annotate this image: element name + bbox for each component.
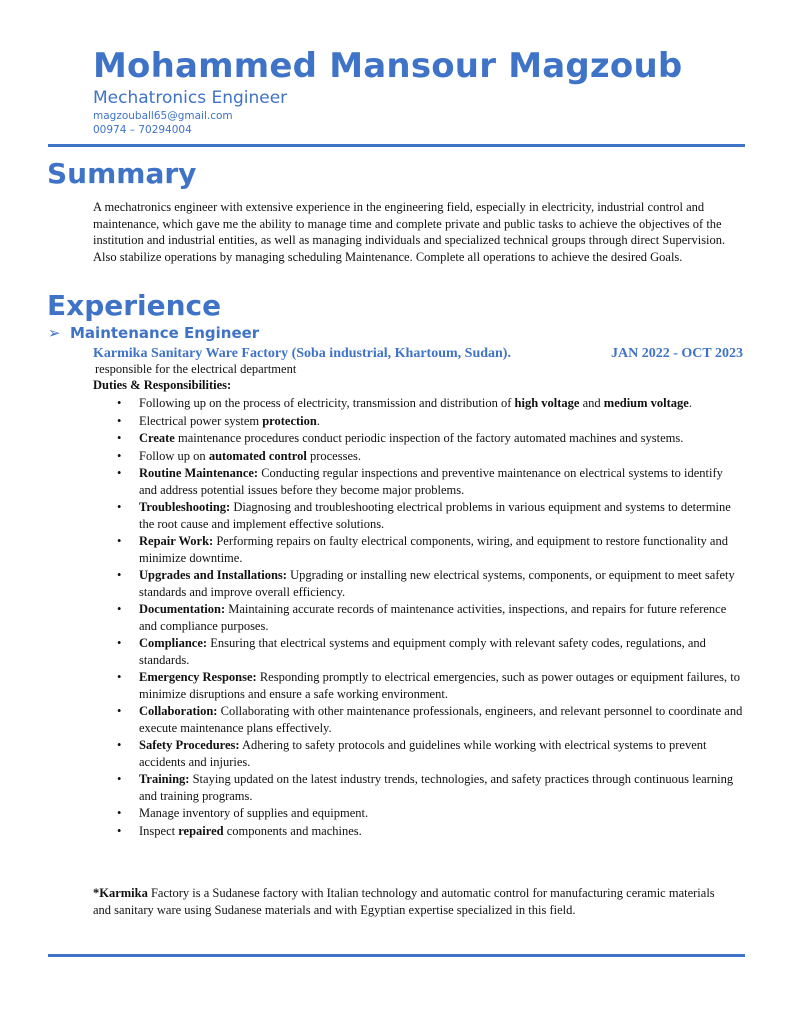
duty-item-post: Maintaining accurate records of maintenance activities, inspections, and repairs for future reference and compliance purposes. [139, 602, 727, 633]
duty-item [93, 601, 743, 634]
duty-item-bold: Collaboration: [139, 704, 218, 718]
arrow-bullet-icon: ➢ [48, 324, 61, 342]
department-line: responsible for the electrical department [95, 362, 297, 376]
duty-item-post: Performing repairs on faulty electrical components, wiring, and equipment to restore functionality and minimize downtime. [139, 534, 728, 565]
duty-item-bold: repaired [178, 823, 224, 838]
experience-heading: Experience [47, 289, 222, 322]
duty-item [93, 430, 743, 447]
duty-item-bold: Emergency Response: [139, 670, 257, 684]
duty-item-post: Collaborating with other maintenance professionals, engineers, and relevant personnel to coordinate and execute maintenance plans effectively. [139, 704, 743, 735]
footer-divider [48, 954, 745, 957]
duties-heading: Duties & Responsibilities: [93, 378, 232, 392]
duty-item-pre: Manage inventory of supplies and equipment. [139, 806, 369, 820]
duty-item-pre: Inspect [139, 823, 179, 838]
duty-item-bold: Compliance: [139, 636, 208, 650]
duty-item-bold: Routine Maintenance: [139, 466, 259, 480]
duty-item-pre: Follow up on [139, 448, 209, 463]
company-note-bold: *Karmika [93, 886, 148, 900]
job-role: Mechatronics Engineer [93, 88, 288, 108]
duty-item-post: . [316, 413, 320, 428]
duty-item [93, 635, 743, 668]
duty-item-post: processes. [306, 448, 361, 463]
duty-item-post: Diagnosing and troubleshooting electrical problems in various equipment and systems to determine the root cause and implement effective solutions. [139, 500, 731, 531]
duty-item-bold: Troubleshooting: [139, 500, 231, 514]
duty-item-post: maintenance procedures conduct periodic inspection of the factory automated machines and systems. [174, 431, 684, 445]
company-note [93, 885, 733, 918]
header-divider [48, 144, 745, 147]
duty-item-post: Adhering to safety protocols and guidelines while working with electrical systems to prevent accidents and injuries. [139, 738, 707, 769]
duty-item-bold: protection [262, 413, 317, 428]
duty-item-post: components and machines. [223, 823, 362, 838]
duty-item-post: Upgrading or installing new electrical systems, components, or equipment to meet safety standards and improve overall efficiency. [139, 568, 735, 599]
summary-text: A mechatronics engineer with extensive experience in the engineering field, especially in electricity, industrial control and maintenance, which gave me the ability to manage time and complete private and public tasks to achieve the objectives of the institution and industrial entities, as well as managing individuals and specialized technical groups through direct Supervision. Also stabilize operations by managing scheduling Maintenance. Complete all operations to achieve the desired Goals. [93, 200, 726, 264]
duty-item-post: Conducting regular inspections and preventive maintenance on electrical systems to identify and address potential issues before they become major problems. [139, 466, 723, 497]
summary-heading: Summary [47, 157, 197, 190]
job-title [48, 324, 259, 342]
duty-item [93, 823, 743, 840]
duty-item-pre: Electrical power system [139, 413, 263, 428]
duty-item [93, 805, 743, 822]
duty-item [93, 567, 743, 600]
duty-item [93, 465, 743, 498]
employment-dates: JAN 2022 - OCT 2023 [611, 346, 743, 361]
duty-item [93, 703, 743, 736]
duty-item-mid: and [579, 396, 604, 410]
duty-item-bold: Safety Procedures: [139, 738, 240, 752]
duty-item [93, 533, 743, 566]
duty-item-post: . [688, 396, 692, 410]
duty-item [93, 669, 743, 702]
duties-list [93, 395, 743, 840]
duty-item-post: Staying updated on the latest industry trends, technologies, and safety practices through continuous learning and training programs. [139, 772, 734, 803]
duty-item-bold: Training: [139, 772, 190, 786]
email-address[interactable]: magzouball65@gmail.com [93, 110, 233, 122]
phone-number: 00974 – 70294004 [93, 124, 192, 136]
duty-item [93, 771, 743, 804]
duty-item-bold: Create [139, 431, 175, 445]
duty-item-bold: Upgrades and Installations: [139, 568, 287, 582]
candidate-name: Mohammed Mansour Magzoub [93, 46, 683, 86]
duty-item [93, 737, 743, 770]
duty-item-bold: automated control [208, 448, 307, 463]
duty-item-bold: Documentation: [139, 602, 226, 616]
duty-item-post: Responding promptly to electrical emergencies, such as power outages or equipment failures, to minimize disruptions and ensure a safe working environment. [139, 670, 741, 701]
duty-item-post: Ensuring that electrical systems and equipment comply with relevant safety codes, regulations, and standards. [139, 636, 706, 667]
duty-item-bold: high voltage [514, 396, 580, 410]
duty-item [93, 413, 743, 430]
duty-item-pre: Following up on the process of electricity, transmission and distribution of [139, 396, 515, 410]
company-note-text: Factory is a Sudanese factory with Italian technology and automatic control for manufacturing ceramic materials and sanitary ware using Sudanese materials and with Egyptian expertise specialized in this field. [93, 886, 715, 917]
company-name: Karmika Sanitary Ware Factory (Soba industrial, Khartoum, Sudan). [93, 346, 511, 361]
duty-item [93, 448, 743, 465]
duty-item [93, 395, 743, 412]
job-title-label: Maintenance Engineer [70, 324, 260, 342]
duty-item-bold2: medium voltage [603, 396, 689, 410]
duty-item-bold: Repair Work: [139, 534, 214, 548]
duty-item [93, 499, 743, 532]
